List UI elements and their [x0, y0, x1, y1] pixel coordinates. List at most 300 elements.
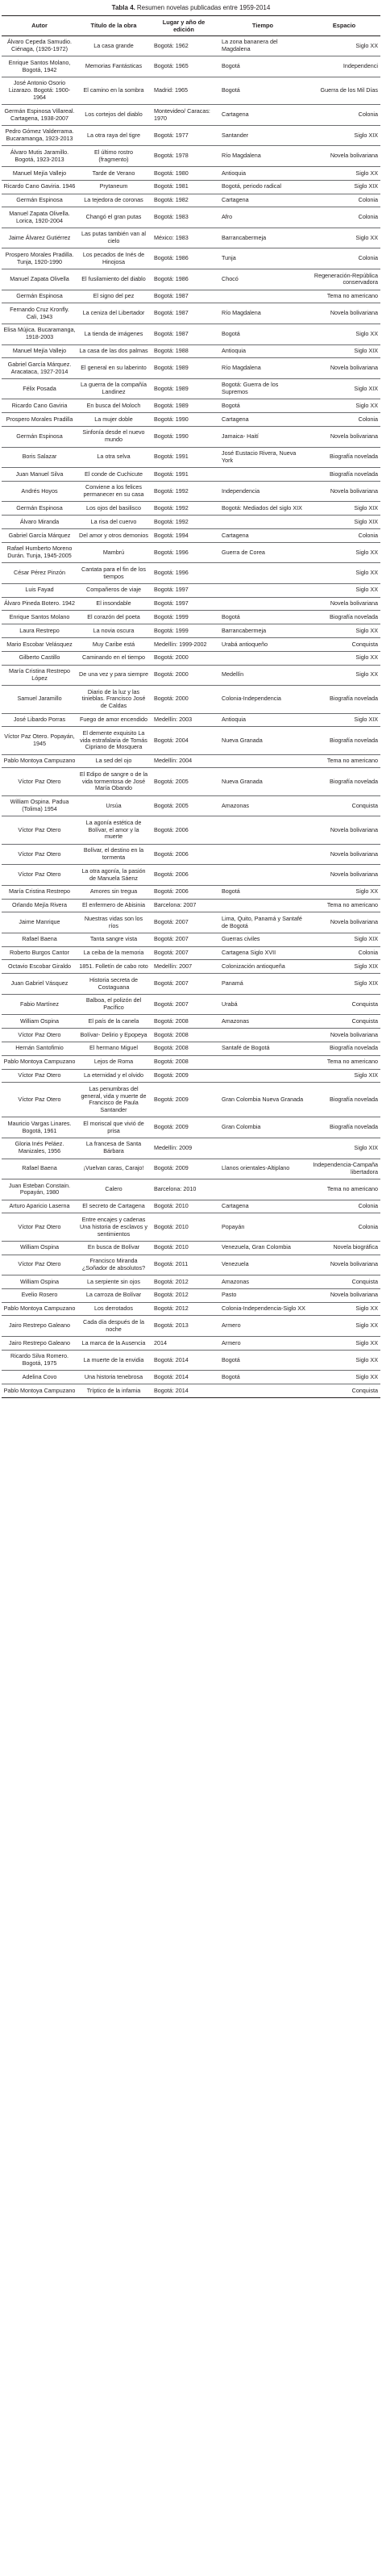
cell-tiempo [218, 865, 308, 886]
cell-tiempo: Venezuela [218, 1255, 308, 1275]
cell-espacio: Biografía novelada [308, 686, 380, 713]
cell-tiempo: Colonia-Independencia [218, 686, 308, 713]
cell-lugar-ano: Medellín: 1999-2002 [150, 638, 218, 652]
cell-titulo: Fuego de amor encendido [77, 713, 150, 727]
table-row [2, 413, 380, 427]
cell-titulo: Del amor y otros demonios [77, 529, 150, 543]
cell-lugar-ano: Bogotá: 1996 [150, 542, 218, 563]
cell-lugar-ano: Medellín: 2004 [150, 754, 218, 768]
cell-autor: Manuel Zapata Olivella. Lorica, 1920-2004 [2, 207, 77, 228]
cell-tiempo [218, 816, 308, 844]
cell-tiempo: Llanos orientales-Altiplano [218, 1159, 308, 1179]
cell-tiempo: Bogotá [218, 399, 308, 413]
table-row [2, 105, 380, 126]
cell-titulo: ¡Vuelvan caras, Carajo! [77, 1159, 150, 1179]
cell-autor: María Cristina Restrepo [2, 885, 77, 899]
cell-autor: Mario Escobar Velásquez [2, 638, 77, 652]
table-row [2, 1179, 380, 1200]
cell-lugar-ano: Bogotá: 1980 [150, 167, 218, 181]
cell-autor: Samuel Jaramillo [2, 686, 77, 713]
cell-espacio: Novela bolivariana [308, 912, 380, 933]
cell-lugar-ano: Bogotá: 2008 [150, 1015, 218, 1029]
cell-tiempo [218, 563, 308, 584]
cell-tiempo: Afro [218, 207, 308, 228]
cell-titulo: La carroza de Bolívar [77, 1288, 150, 1302]
cell-titulo: La tienda de imágenes [77, 324, 150, 344]
table-row [2, 768, 380, 795]
cell-espacio: Siglo XX [308, 1337, 380, 1351]
cell-espacio: Novela bolivariana [308, 844, 380, 865]
cell-espacio: Biografía novelada [308, 1083, 380, 1117]
cell-autor: Rafael Baena [2, 933, 77, 946]
table-row [2, 125, 380, 146]
cell-tiempo [218, 1069, 308, 1083]
table-caption [0, 0, 382, 15]
cell-lugar-ano: Bogotá: 2008 [150, 1042, 218, 1055]
cell-tiempo: Gran Colombia Nueva Granada [218, 1083, 308, 1117]
cell-lugar-ano: Bogotá: 2009 [150, 1117, 218, 1138]
cell-titulo: La tejedora de coronas [77, 194, 150, 207]
cell-tiempo [218, 516, 308, 529]
cell-espacio: Tema no americano [308, 754, 380, 768]
cell-titulo: Prytaneum [77, 180, 150, 194]
cell-espacio: Tema no americano [308, 899, 380, 912]
cell-titulo: Amores sin tregua [77, 885, 150, 899]
cell-titulo: La sed del ojo [77, 754, 150, 768]
cell-tiempo: Nueva Granada [218, 727, 308, 754]
header-espacio: Espacio [308, 15, 380, 35]
cell-autor: Víctor Paz Otero [2, 816, 77, 844]
cell-autor: Manuel Zapata Olivella [2, 269, 77, 290]
cell-lugar-ano: Bogotá: 2013 [150, 1316, 218, 1337]
cell-espacio: Tema no americano [308, 290, 380, 303]
cell-autor: Juan Esteban Constain. Popayán, 1980 [2, 1179, 77, 1200]
cell-titulo: La risa del cuervo [77, 516, 150, 529]
cell-autor: Germán Espinosa [2, 426, 77, 447]
cell-autor: Ricardo Cano Gaviria [2, 399, 77, 413]
cell-espacio: Conquista [308, 994, 380, 1015]
cell-titulo: La ceniza del Libertador [77, 303, 150, 324]
cell-lugar-ano: Bogotá: 1999 [150, 611, 218, 624]
table-row [2, 468, 380, 482]
table-row [2, 816, 380, 844]
cell-espacio: Siglo XX [308, 1350, 380, 1371]
table-row [2, 665, 380, 686]
cell-titulo: Los pecados de Inés de Hinojosa [77, 248, 150, 269]
table-row [2, 77, 380, 104]
cell-lugar-ano: Bogotá: 2006 [150, 885, 218, 899]
table-row [2, 638, 380, 652]
cell-espacio: Siglo XIX [308, 974, 380, 995]
cell-titulo: La mujer doble [77, 413, 150, 427]
cell-lugar-ano: Bogotá: 2006 [150, 865, 218, 886]
cell-espacio: Colonia [308, 946, 380, 960]
cell-tiempo: Cartagena [218, 529, 308, 543]
cell-autor: Víctor Paz Otero [2, 865, 77, 886]
cell-lugar-ano: Bogotá: 1977 [150, 125, 218, 146]
cell-lugar-ano: Barcelona: 2010 [150, 1179, 218, 1200]
cell-espacio: Biografía novelada [308, 611, 380, 624]
table-row [2, 1241, 380, 1255]
cell-autor: Víctor Paz Otero [2, 1255, 77, 1275]
cell-espacio: Conquista [308, 1384, 380, 1398]
cell-tiempo: Bogotá [218, 56, 308, 77]
table-row [2, 1384, 380, 1398]
cell-autor: José Antonio Osorio Lizarazo. Bogotá: 1900-1964 [2, 77, 77, 104]
cell-espacio: Siglo XX [308, 1316, 380, 1337]
cell-autor: Gilberto Castillo [2, 651, 77, 665]
table-row [2, 529, 380, 543]
table-row [2, 290, 380, 303]
cell-lugar-ano: Bogotá: 2014 [150, 1384, 218, 1398]
cell-espacio: Siglo XIX [308, 713, 380, 727]
cell-tiempo: Santafé de Bogotá [218, 1042, 308, 1055]
cell-titulo: 1851. Folletín de cabo roto [77, 960, 150, 974]
table-row [2, 946, 380, 960]
cell-autor: Ricardo Cano Gaviria. 1946 [2, 180, 77, 194]
cell-espacio: Siglo XX [308, 583, 380, 597]
cell-autor: Jairo Restrepo Galeano [2, 1316, 77, 1337]
cell-espacio: Novela bolivariana [308, 816, 380, 844]
table-row [2, 844, 380, 865]
cell-titulo: Cada día después de la noche [77, 1316, 150, 1337]
cell-autor: Álvaro Cepeda Samudio. Ciénaga, (1926-1972) [2, 35, 77, 56]
cell-tiempo: Chocó [218, 269, 308, 290]
cell-lugar-ano: Bogotá: 1987 [150, 303, 218, 324]
cell-lugar-ano: Bogotá: 2004 [150, 727, 218, 754]
cell-lugar-ano: Bogotá: 1992 [150, 481, 218, 502]
cell-tiempo: Urabá [218, 994, 308, 1015]
cell-espacio: Siglo XX [308, 542, 380, 563]
table-row [2, 899, 380, 912]
cell-espacio: Siglo XX [308, 563, 380, 584]
cell-lugar-ano: Bogotá: 2006 [150, 844, 218, 865]
table-row [2, 303, 380, 324]
cell-lugar-ano: Bogotá: 2000 [150, 686, 218, 713]
cell-tiempo: Amazonas [218, 1275, 308, 1289]
table-row [2, 426, 380, 447]
cell-lugar-ano: Bogotá: 2007 [150, 994, 218, 1015]
table-row [2, 207, 380, 228]
cell-autor: Arturo Aparicio Laserna [2, 1200, 77, 1213]
cell-autor: Jaime Álvarez Gutiérrez [2, 228, 77, 248]
cell-tiempo: Bogotá, periodo radical [218, 180, 308, 194]
cell-autor: Rafael Baena [2, 1159, 77, 1179]
table-row [2, 994, 380, 1015]
cell-titulo: El camino en la sombra [77, 77, 150, 104]
cell-autor: Germán Espinosa [2, 502, 77, 516]
cell-tiempo: Cartagena [218, 413, 308, 427]
cell-lugar-ano: Bogotá: 2005 [150, 795, 218, 816]
cell-titulo: Las putas también van al cielo [77, 228, 150, 248]
cell-espacio: Colonia [308, 529, 380, 543]
table-row [2, 597, 380, 611]
cell-lugar-ano: Bogotá: 2000 [150, 651, 218, 665]
table-row [2, 754, 380, 768]
table-row [2, 1029, 380, 1042]
cell-autor: Víctor Paz Otero [2, 1029, 77, 1042]
cell-titulo: El último rostro (fragmento) [77, 146, 150, 167]
cell-titulo: El demente exquisito La vida estrafalaria de Tomás Cipriano de Mosquera [77, 727, 150, 754]
cell-tiempo: Popayán [218, 1213, 308, 1241]
cell-espacio: Siglo XIX [308, 516, 380, 529]
cell-espacio: Siglo XIX [308, 933, 380, 946]
cell-espacio: Siglo XX [308, 624, 380, 638]
cell-lugar-ano: Bogotá: 2009 [150, 1159, 218, 1179]
cell-autor: Rafael Humberto Moreno Durán. Tunja, 1945-2005 [2, 542, 77, 563]
cell-espacio: Novela biográfica [308, 1241, 380, 1255]
cell-espacio: Conquista [308, 795, 380, 816]
cell-tiempo: Gran Colombia [218, 1117, 308, 1138]
cell-tiempo [218, 1384, 308, 1398]
table-row [2, 686, 380, 713]
table-row [2, 1117, 380, 1138]
cell-lugar-ano: Bogotá: 1986 [150, 269, 218, 290]
cell-tiempo: Bogotá [218, 885, 308, 899]
cell-tiempo [218, 754, 308, 768]
cell-lugar-ano: Bogotá: 2009 [150, 1069, 218, 1083]
cell-tiempo: Jamaica- Haití [218, 426, 308, 447]
cell-titulo: Los cortejos del diablo [77, 105, 150, 126]
cell-titulo: Balboa, el polizón del Pacífico [77, 994, 150, 1015]
table-row [2, 727, 380, 754]
table-row [2, 516, 380, 529]
cell-tiempo: Independencia [218, 481, 308, 502]
cell-tiempo [218, 290, 308, 303]
cell-tiempo: Bogotá [218, 1350, 308, 1371]
cell-titulo: La serpiente sin ojos [77, 1275, 150, 1289]
cell-lugar-ano: Bogotá: 2007 [150, 912, 218, 933]
cell-lugar-ano: Bogotá: 2010 [150, 1213, 218, 1241]
cell-espacio: Siglo XX [308, 1302, 380, 1316]
cell-titulo: Tanta sangre vista [77, 933, 150, 946]
cell-tiempo: Bogotá: Mediados del siglo XIX [218, 502, 308, 516]
cell-autor: Hernán Santofimio [2, 1042, 77, 1055]
cell-autor: Fernando Cruz Kronfly. Cali, 1943 [2, 303, 77, 324]
cell-lugar-ano: México: 1983 [150, 228, 218, 248]
cell-autor: Pablo Montoya Campuzano [2, 754, 77, 768]
cell-autor: Boris Salazar [2, 447, 77, 468]
table-row [2, 56, 380, 77]
cell-titulo: El conde de Cuchicute [77, 468, 150, 482]
cell-titulo: Compañeros de viaje [77, 583, 150, 597]
cell-titulo: Bolívar, el destino en la tormenta [77, 844, 150, 865]
cell-lugar-ano: Bogotá: 2010 [150, 1200, 218, 1213]
cell-espacio: Novela bolivariana [308, 426, 380, 447]
cell-lugar-ano: Bogotá: 1987 [150, 290, 218, 303]
cell-espacio: Colonia [308, 1200, 380, 1213]
cell-lugar-ano: Bogotá: 1990 [150, 426, 218, 447]
cell-espacio: Novela bolivariana [308, 1288, 380, 1302]
cell-autor: Juan Gabriel Vásquez [2, 974, 77, 995]
cell-lugar-ano: Bogotá: 2012 [150, 1288, 218, 1302]
cell-tiempo: José Eustacio Rivera, Nueva York [218, 447, 308, 468]
table-row [2, 563, 380, 584]
cell-titulo: La marca de la Ausencia [77, 1337, 150, 1351]
cell-autor: William Ospina. Padua (Tolima) 1954 [2, 795, 77, 816]
cell-lugar-ano: Bogotá: 1997 [150, 583, 218, 597]
cell-espacio: Colonia [308, 1213, 380, 1241]
cell-autor: William Ospina [2, 1275, 77, 1289]
table-caption-label: Tabla 4. [111, 4, 135, 11]
table-row [2, 1042, 380, 1055]
cell-autor: Álvaro Pineda Botero. 1942 [2, 597, 77, 611]
cell-tiempo: La zona bananera del Magdalena [218, 35, 308, 56]
cell-titulo: La ceiba de la memoria [77, 946, 150, 960]
cell-espacio: Siglo XX [308, 665, 380, 686]
cell-autor: Víctor Paz Otero [2, 768, 77, 795]
cell-espacio: Novela bolivariana [308, 146, 380, 167]
cell-espacio: Colonia [308, 207, 380, 228]
table-row [2, 1083, 380, 1117]
cell-tiempo [218, 583, 308, 597]
cell-tiempo: Bogotá [218, 77, 308, 104]
table-row [2, 358, 380, 379]
cell-titulo: Calero [77, 1179, 150, 1200]
header-lugar-ano: Lugar y año de edición [150, 15, 218, 35]
cell-espacio: Novela bolivariana [308, 481, 380, 502]
cell-autor: Prospero Morales Pradilla. Tunja, 1920-1990 [2, 248, 77, 269]
cell-tiempo [218, 844, 308, 865]
table-row [2, 1288, 380, 1302]
table-row [2, 1371, 380, 1384]
cell-titulo: Historia secreta de Costaguana [77, 974, 150, 995]
cell-lugar-ano: Bogotá: 2012 [150, 1275, 218, 1289]
cell-titulo: La francesa de Santa Bárbara [77, 1138, 150, 1159]
table-row [2, 1316, 380, 1337]
header-autor: Autor [2, 15, 77, 35]
cell-espacio: Novela bolivariana [308, 1029, 380, 1042]
cell-autor: Manuel Mejía Vallejo [2, 167, 77, 181]
cell-titulo: La otra agonía, la pasión de Manuela Sáenz [77, 865, 150, 886]
cell-espacio: Biografía novelada [308, 1042, 380, 1055]
cell-titulo: El hermano Miguel [77, 1042, 150, 1055]
cell-autor: Víctor Paz Otero [2, 1069, 77, 1083]
cell-titulo: El moriscal que vivió de prisa [77, 1117, 150, 1138]
table-row [2, 248, 380, 269]
cell-titulo: La casa grande [77, 35, 150, 56]
cell-tiempo [218, 1029, 308, 1042]
table-row [2, 167, 380, 181]
cell-lugar-ano: Bogotá: 2010 [150, 1241, 218, 1255]
table-row [2, 974, 380, 995]
table-header [2, 15, 380, 35]
cell-tiempo: Barrancabermeja [218, 228, 308, 248]
cell-espacio: Siglo XIX [308, 960, 380, 974]
table-row [2, 624, 380, 638]
cell-lugar-ano: Bogotá: 1992 [150, 502, 218, 516]
cell-titulo: El fusilamiento del diablo [77, 269, 150, 290]
cell-titulo: De una vez y para siempre [77, 665, 150, 686]
table-row [2, 1055, 380, 1069]
cell-titulo: La muerte de la envidia [77, 1350, 150, 1371]
table-row [2, 344, 380, 358]
cell-espacio: Siglo XX [308, 324, 380, 344]
cell-autor: Jairo Restrepo Galeano [2, 1337, 77, 1351]
cell-tiempo [218, 1055, 308, 1069]
cell-lugar-ano: Bogotá: 2005 [150, 768, 218, 795]
cell-autor: Juan Manuel Silva [2, 468, 77, 482]
cell-titulo: Los ojos del basilisco [77, 502, 150, 516]
cell-espacio: Siglo XX [308, 35, 380, 56]
cell-espacio: Biografía novelada [308, 447, 380, 468]
cell-autor: Octavio Escobar Giraldo [2, 960, 77, 974]
cell-titulo: Lejos de Roma [77, 1055, 150, 1069]
cell-espacio: Colonia [308, 105, 380, 126]
table-row [2, 795, 380, 816]
cell-lugar-ano: Bogotá: 1997 [150, 597, 218, 611]
table-row [2, 1255, 380, 1275]
cell-lugar-ano: Bogotá: 1988 [150, 344, 218, 358]
cell-lugar-ano: Bogotá: 1983 [150, 207, 218, 228]
cell-autor: William Ospina [2, 1015, 77, 1029]
cell-espacio: Novela bolivariana [308, 865, 380, 886]
cell-tiempo [218, 899, 308, 912]
cell-autor: Enrique Santos Molano [2, 611, 77, 624]
cell-tiempo: Medellín [218, 665, 308, 686]
cell-tiempo: Antioquia [218, 713, 308, 727]
cell-lugar-ano: 2014 [150, 1337, 218, 1351]
cell-lugar-ano: Bogotá: 1989 [150, 399, 218, 413]
cell-autor: José Libardo Porras [2, 713, 77, 727]
cell-lugar-ano: Bogotá: 2008 [150, 1029, 218, 1042]
cell-espacio: Regeneración-República conservadora [308, 269, 380, 290]
table-row [2, 502, 380, 516]
cell-autor: César Pérez Pinzón [2, 563, 77, 584]
cell-autor: Germán Espinosa Villareal. Cartagena, 1938-2007 [2, 105, 77, 126]
cell-tiempo: Urabá antioqueño [218, 638, 308, 652]
table-row [2, 194, 380, 207]
table-row [2, 542, 380, 563]
cell-autor: William Ospina [2, 1241, 77, 1255]
cell-autor: Pablo Montoya Campuzano [2, 1384, 77, 1398]
cell-espacio: Siglo XX [308, 885, 380, 899]
cell-lugar-ano: Montevideo/ Caracas: 1970 [150, 105, 218, 126]
cell-autor: Gabriel García Márquez [2, 529, 77, 543]
table-row [2, 378, 380, 399]
cell-lugar-ano: Bogotá: 1987 [150, 324, 218, 344]
cell-lugar-ano: Bogotá: 1981 [150, 180, 218, 194]
cell-espacio: Siglo XIX [308, 378, 380, 399]
table-row [2, 146, 380, 167]
cell-titulo: La agonía estética de Bolívar, el amor y la muerte [77, 816, 150, 844]
cell-espacio: Siglo XX [308, 1371, 380, 1384]
cell-lugar-ano: Medellín: 2003 [150, 713, 218, 727]
cell-autor: Víctor Paz Otero [2, 844, 77, 865]
cell-autor: Pedro Gómez Valderrama. Bucaramanga, 1923-2013 [2, 125, 77, 146]
cell-tiempo: Guerras civiles [218, 933, 308, 946]
cell-autor: Álvaro Mutis Jaramillo. Bogotá, 1923-2013 [2, 146, 77, 167]
cell-lugar-ano: Medellín: 2007 [150, 960, 218, 974]
cell-tiempo: Antioquia [218, 344, 308, 358]
cell-espacio: Independencia-Campaña libertadora [308, 1159, 380, 1179]
cell-autor: Fabio Martínez [2, 994, 77, 1015]
cell-tiempo [218, 1179, 308, 1200]
cell-lugar-ano: Bogotá: 2007 [150, 974, 218, 995]
cell-titulo: Una historia tenebrosa [77, 1371, 150, 1384]
cell-autor: Luis Fayad [2, 583, 77, 597]
cell-tiempo: Cartagena [218, 105, 308, 126]
cell-autor: Pablo Montoya Campuzano [2, 1302, 77, 1316]
cell-titulo: El general en su laberinto [77, 358, 150, 379]
cell-lugar-ano: Bogotá: 2007 [150, 946, 218, 960]
table-row [2, 885, 380, 899]
cell-lugar-ano: Bogotá: 1989 [150, 378, 218, 399]
cell-titulo: Memorias Fantásticas [77, 56, 150, 77]
table-row [2, 447, 380, 468]
cell-lugar-ano: Bogotá: 2007 [150, 933, 218, 946]
cell-tiempo: Bogotá: Guerra de los Supremos [218, 378, 308, 399]
